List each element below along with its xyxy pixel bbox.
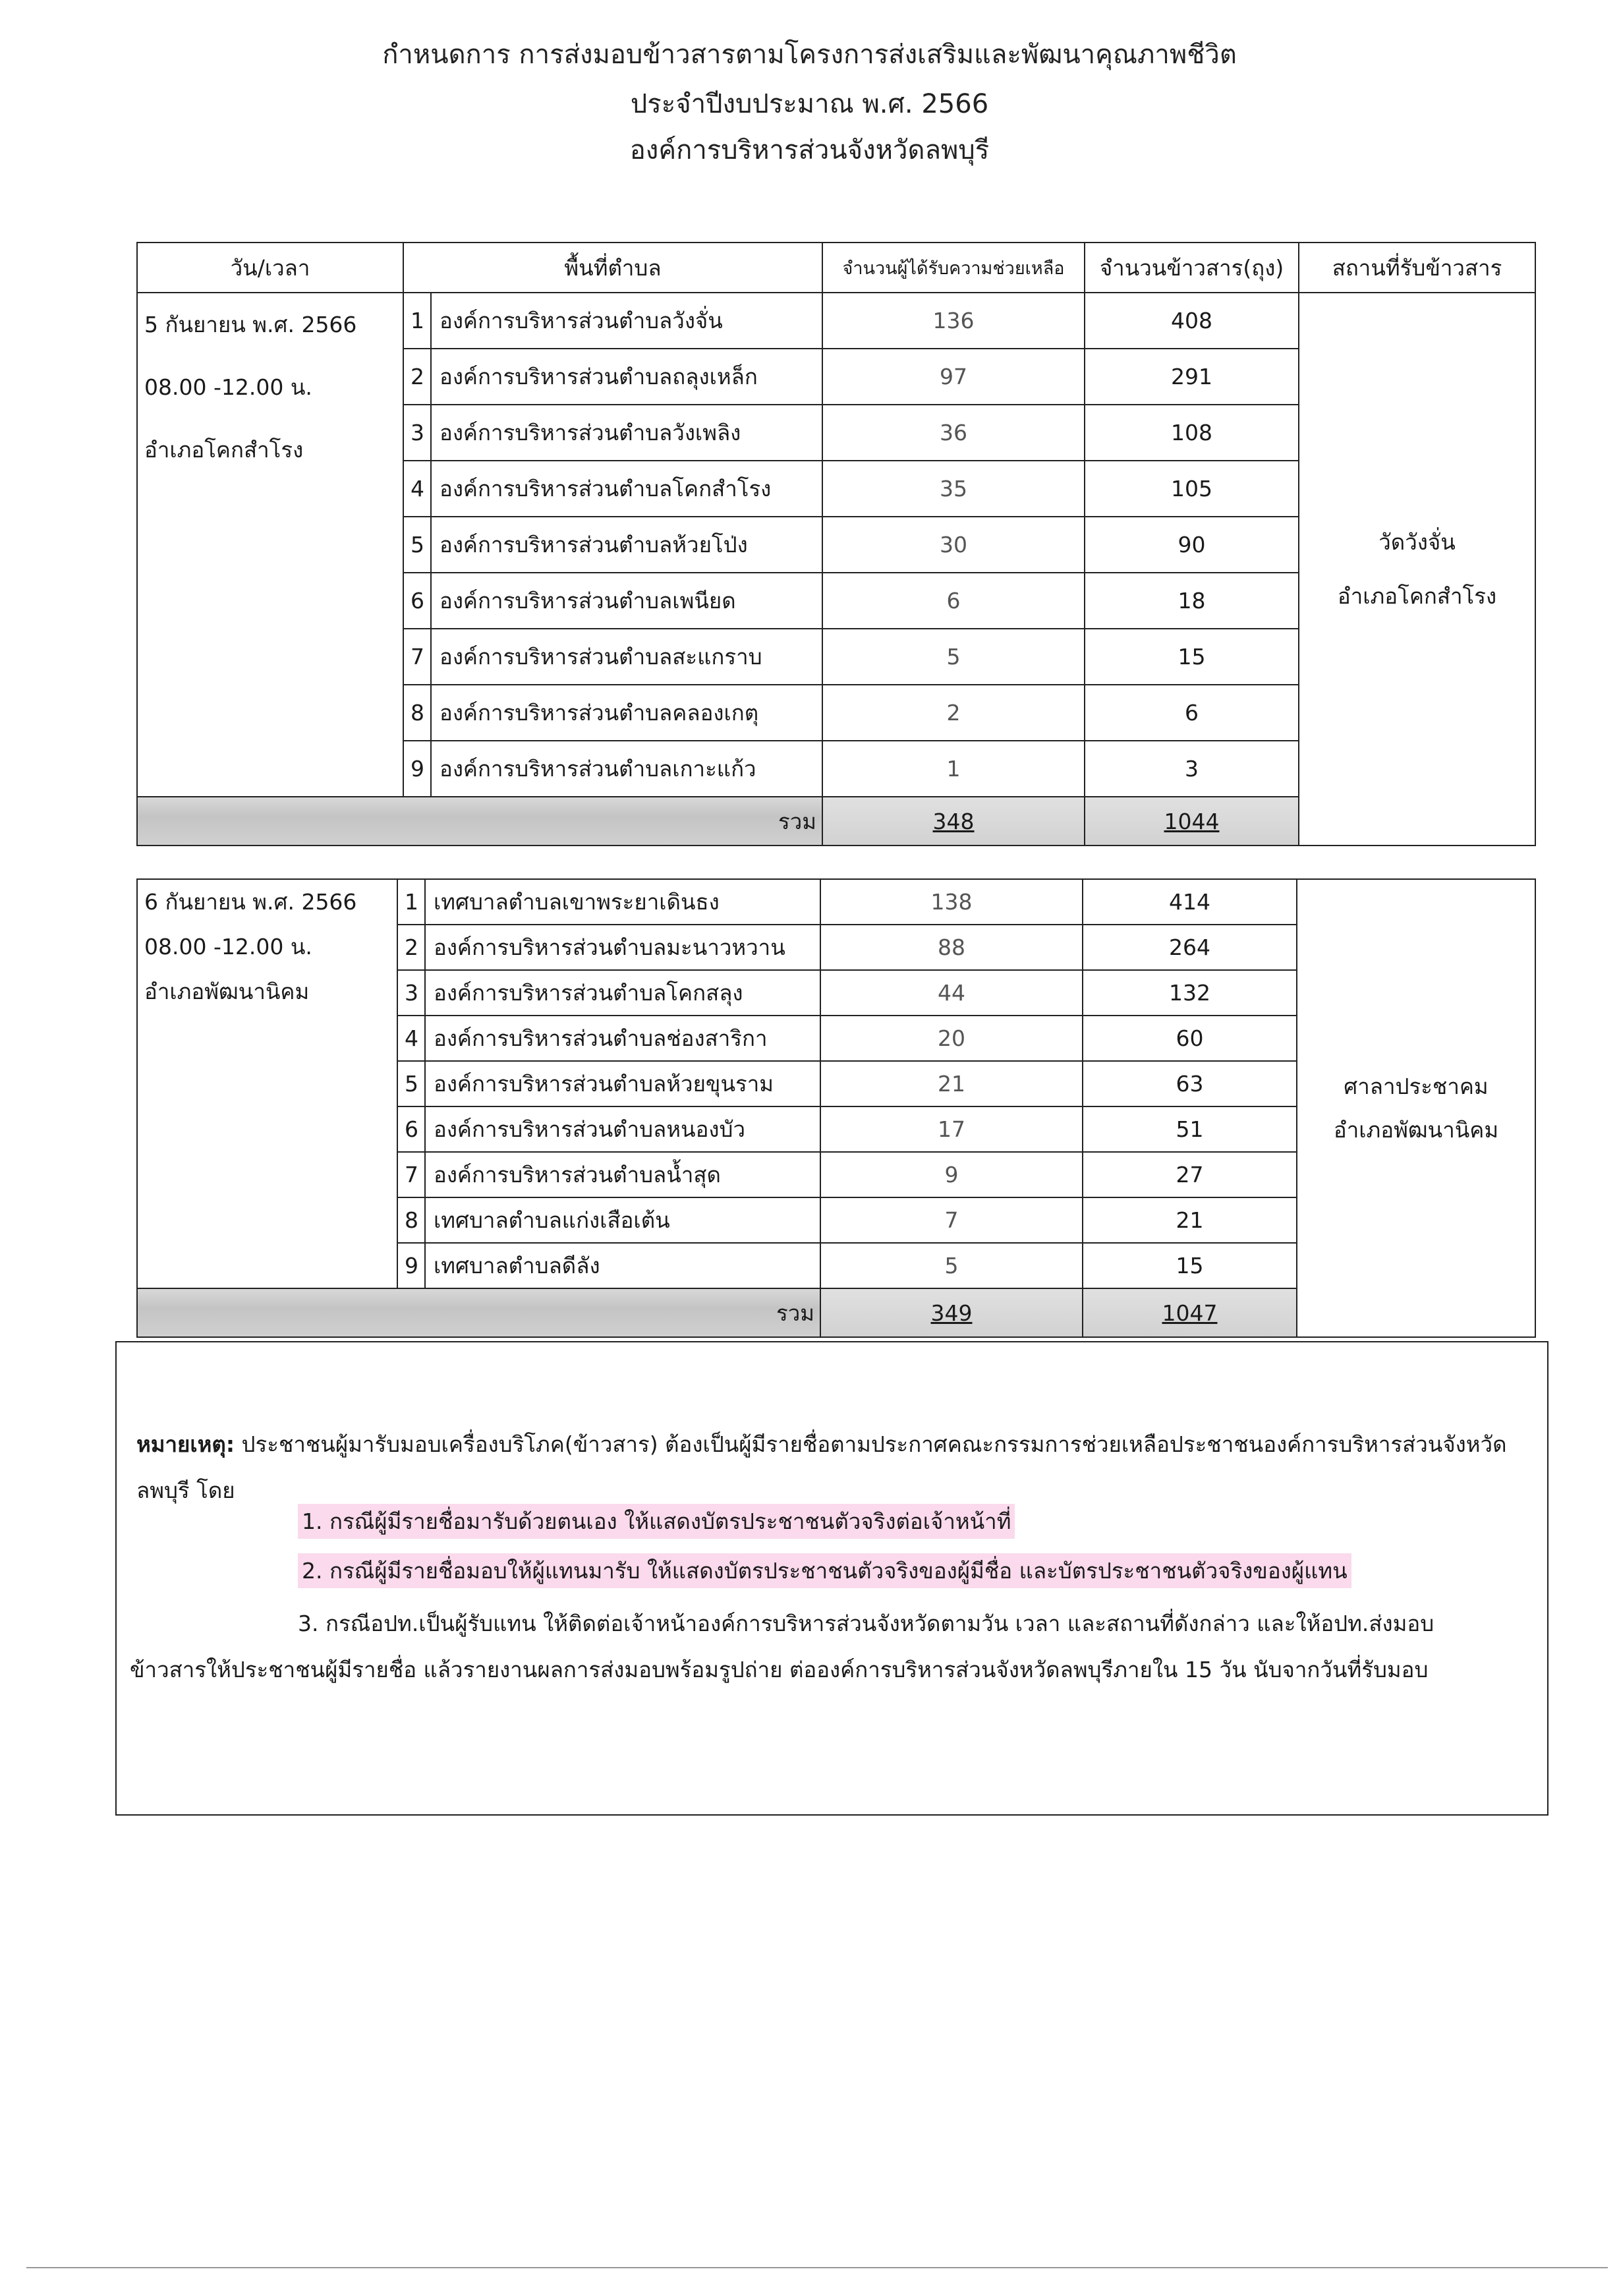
col-header-area: พื้นที่ตำบล [403,243,822,293]
row-number: 1 [403,293,431,349]
table-row [137,293,1535,349]
area-name: องค์การบริหารส่วนตำบลหนองบัว [425,1106,820,1152]
row-number: 5 [403,517,431,573]
district-text: อำเภอพัฒนานิคม [144,979,310,1004]
recipients-count: 20 [820,1016,1083,1061]
recipients-count: 44 [820,970,1083,1016]
pickup-place-cell [1299,293,1535,846]
area-name: องค์การบริหารส่วนตำบลมะนาวหวาน [425,925,820,970]
row-number: 8 [397,1197,425,1243]
district-text: อำเภอโคกสำโรง [144,437,304,463]
document-title: กำหนดการ การส่งมอบข้าวสารตามโครงการส่งเสริมและพัฒนาคุณภาพชีวิต [382,40,1237,70]
area-name: องค์การบริหารส่วนตำบลเพนียด [431,573,822,629]
recipients-count: 2 [822,685,1085,741]
rice-count: 414 [1083,879,1297,925]
pickup-place: ศาลาประชาคม [1344,1073,1489,1099]
area-name: องค์การบริหารส่วนตำบลห้วยโป่ง [431,517,822,573]
row-number: 6 [397,1106,425,1152]
row-number: 1 [397,879,425,925]
recipients-count: 5 [820,1243,1083,1288]
area-name: องค์การบริหารส่วนตำบลคลองเกตุ [431,685,822,741]
row-number: 7 [403,629,431,685]
recipients-count: 35 [822,461,1085,517]
recipients-count: 7 [820,1197,1083,1243]
rice-count: 3 [1085,741,1299,797]
date-text: 6 กันยายน พ.ศ. 2566 [144,889,357,915]
pickup-place: วัดวังจั่น [1378,529,1456,555]
row-number: 6 [403,573,431,629]
recipients-count: 6 [822,573,1085,629]
area-name: องค์การบริหารส่วนตำบลโคกสลุง [425,970,820,1016]
note-item-3: 3. กรณีอปท.เป็นผู้รับแทน ให้ติดต่อเจ้าหน้าองค์การบริหารส่วนจังหวัดตามวัน เวลา และสถานที่ดังกล่าว และให้อปท.ส่งมอบ [298,1611,1434,1636]
area-name: องค์การบริหารส่วนตำบลวังจั่น [431,293,822,349]
organization-name: องค์การบริหารส่วนจังหวัดลพบุรี [629,135,990,165]
recipients-count: 21 [820,1061,1083,1106]
recipients-count: 1 [822,741,1085,797]
area-name: องค์การบริหารส่วนตำบลสะแกราบ [431,629,822,685]
note-item-2: 2. กรณีผู้มีรายชื่อมอบให้ผู้แทนมารับ ให้แสดงบัตรประชาชนตัวจริงของผู้มีชื่อ และบัตรประชาชนตัวจริงของผู้แทน [298,1553,1351,1588]
area-name: องค์การบริหารส่วนตำบลน้ำสุด [425,1152,820,1197]
total-rice: 1044 [1085,797,1299,846]
schedule-table-group-2 [136,878,1536,1338]
date-text: 5 กันยายน พ.ศ. 2566 [144,312,357,337]
rice-count: 105 [1085,461,1299,517]
pickup-district: อำเภอโคกสำโรง [1337,583,1497,609]
total-label: รวม [137,1288,820,1337]
area-name: องค์การบริหารส่วนตำบลห้วยขุนราม [425,1061,820,1106]
col-header-date: วัน/เวลา [137,243,403,293]
recipients-count: 88 [820,925,1083,970]
note-intro-text: ประชาชนผู้มารับมอบเครื่องบริโภค(ข้าวสาร) ต้องเป็นผู้มีรายชื่อตามประกาศคณะกรรมการช่วยเหลือประชาชนองค์การบริหารส่วนจังหวัดลพบุรี โดย [136,1431,1507,1503]
area-name: องค์การบริหารส่วนตำบลวังเพลิง [431,405,822,461]
recipients-count: 5 [822,629,1085,685]
note-box [115,1341,1548,1816]
rice-count: 408 [1085,293,1299,349]
recipients-count: 136 [822,293,1085,349]
row-number: 2 [403,349,431,405]
area-name: เทศบาลตำบลเขาพระยาเดินธง [425,879,820,925]
rice-count: 132 [1083,970,1297,1016]
time-text: 08.00 -12.00 น. [144,374,312,400]
rice-count: 108 [1085,405,1299,461]
note-item-1: 1. กรณีผู้มีรายชื่อมารับด้วยตนเอง ให้แสดงบัตรประชาชนตัวจริงต่อเจ้าหน้าที่ [298,1504,1015,1539]
fiscal-year: ประจำปีงบประมาณ พ.ศ. 2566 [630,89,989,119]
rice-count: 15 [1085,629,1299,685]
rice-count: 60 [1083,1016,1297,1061]
rice-count: 90 [1085,517,1299,573]
total-recipients: 348 [822,797,1085,846]
recipients-count: 17 [820,1106,1083,1152]
area-name: เทศบาลตำบลดีลัง [425,1243,820,1288]
col-header-pickup: สถานที่รับข้าวสาร [1299,243,1535,293]
row-number: 5 [397,1061,425,1106]
recipients-count: 138 [820,879,1083,925]
row-number: 7 [397,1152,425,1197]
row-number: 3 [403,405,431,461]
total-label: รวม [137,797,822,846]
date-cell [137,293,403,797]
note-intro [136,1421,1533,1514]
recipients-count: 9 [820,1152,1083,1197]
rice-count: 291 [1085,349,1299,405]
pickup-place-cell [1297,879,1535,1337]
row-number: 3 [397,970,425,1016]
time-text: 08.00 -12.00 น. [144,934,312,960]
rice-count: 27 [1083,1152,1297,1197]
area-name: องค์การบริหารส่วนตำบลถลุงเหล็ก [431,349,822,405]
row-number: 4 [397,1016,425,1061]
bottom-edge-line [26,2267,1608,2268]
col-header-rice: จำนวนข้าวสาร(ถุง) [1085,243,1299,293]
rice-count: 264 [1083,925,1297,970]
row-number: 8 [403,685,431,741]
rice-count: 51 [1083,1106,1297,1152]
col-header-recipients: จำนวนผู้ได้รับความช่วยเหลือ [822,243,1085,293]
rice-count: 63 [1083,1061,1297,1106]
pickup-district: อำเภอพัฒนานิคม [1333,1116,1499,1143]
date-cell [137,879,397,1288]
total-rice: 1047 [1083,1288,1297,1337]
area-name: องค์การบริหารส่วนตำบลโคกสำโรง [431,461,822,517]
area-name: เทศบาลตำบลแก่งเสือเต้น [425,1197,820,1243]
rice-count: 6 [1085,685,1299,741]
row-number: 9 [397,1243,425,1288]
rice-count: 18 [1085,573,1299,629]
row-number: 9 [403,741,431,797]
recipients-count: 30 [822,517,1085,573]
row-number: 2 [397,925,425,970]
note-label: หมายเหตุ: [136,1431,235,1457]
table-row [137,879,1535,925]
total-recipients: 349 [820,1288,1083,1337]
schedule-table-group-1 [136,242,1536,846]
area-name: องค์การบริหารส่วนตำบลช่องสาริกา [425,1016,820,1061]
recipients-count: 36 [822,405,1085,461]
note-item-3-continued: ข้าวสารให้ประชาชนผู้มีรายชื่อ แล้วรายงานผลการส่งมอบพร้อมรูปถ่าย ต่อองค์การบริหารส่วนจังหวัดลพบุรีภายใน 15 วัน นับจากวันที่รับมอบ [130,1657,1429,1682]
rice-count: 15 [1083,1243,1297,1288]
rice-count: 21 [1083,1197,1297,1243]
row-number: 4 [403,461,431,517]
recipients-count: 97 [822,349,1085,405]
area-name: องค์การบริหารส่วนตำบลเกาะแก้ว [431,741,822,797]
